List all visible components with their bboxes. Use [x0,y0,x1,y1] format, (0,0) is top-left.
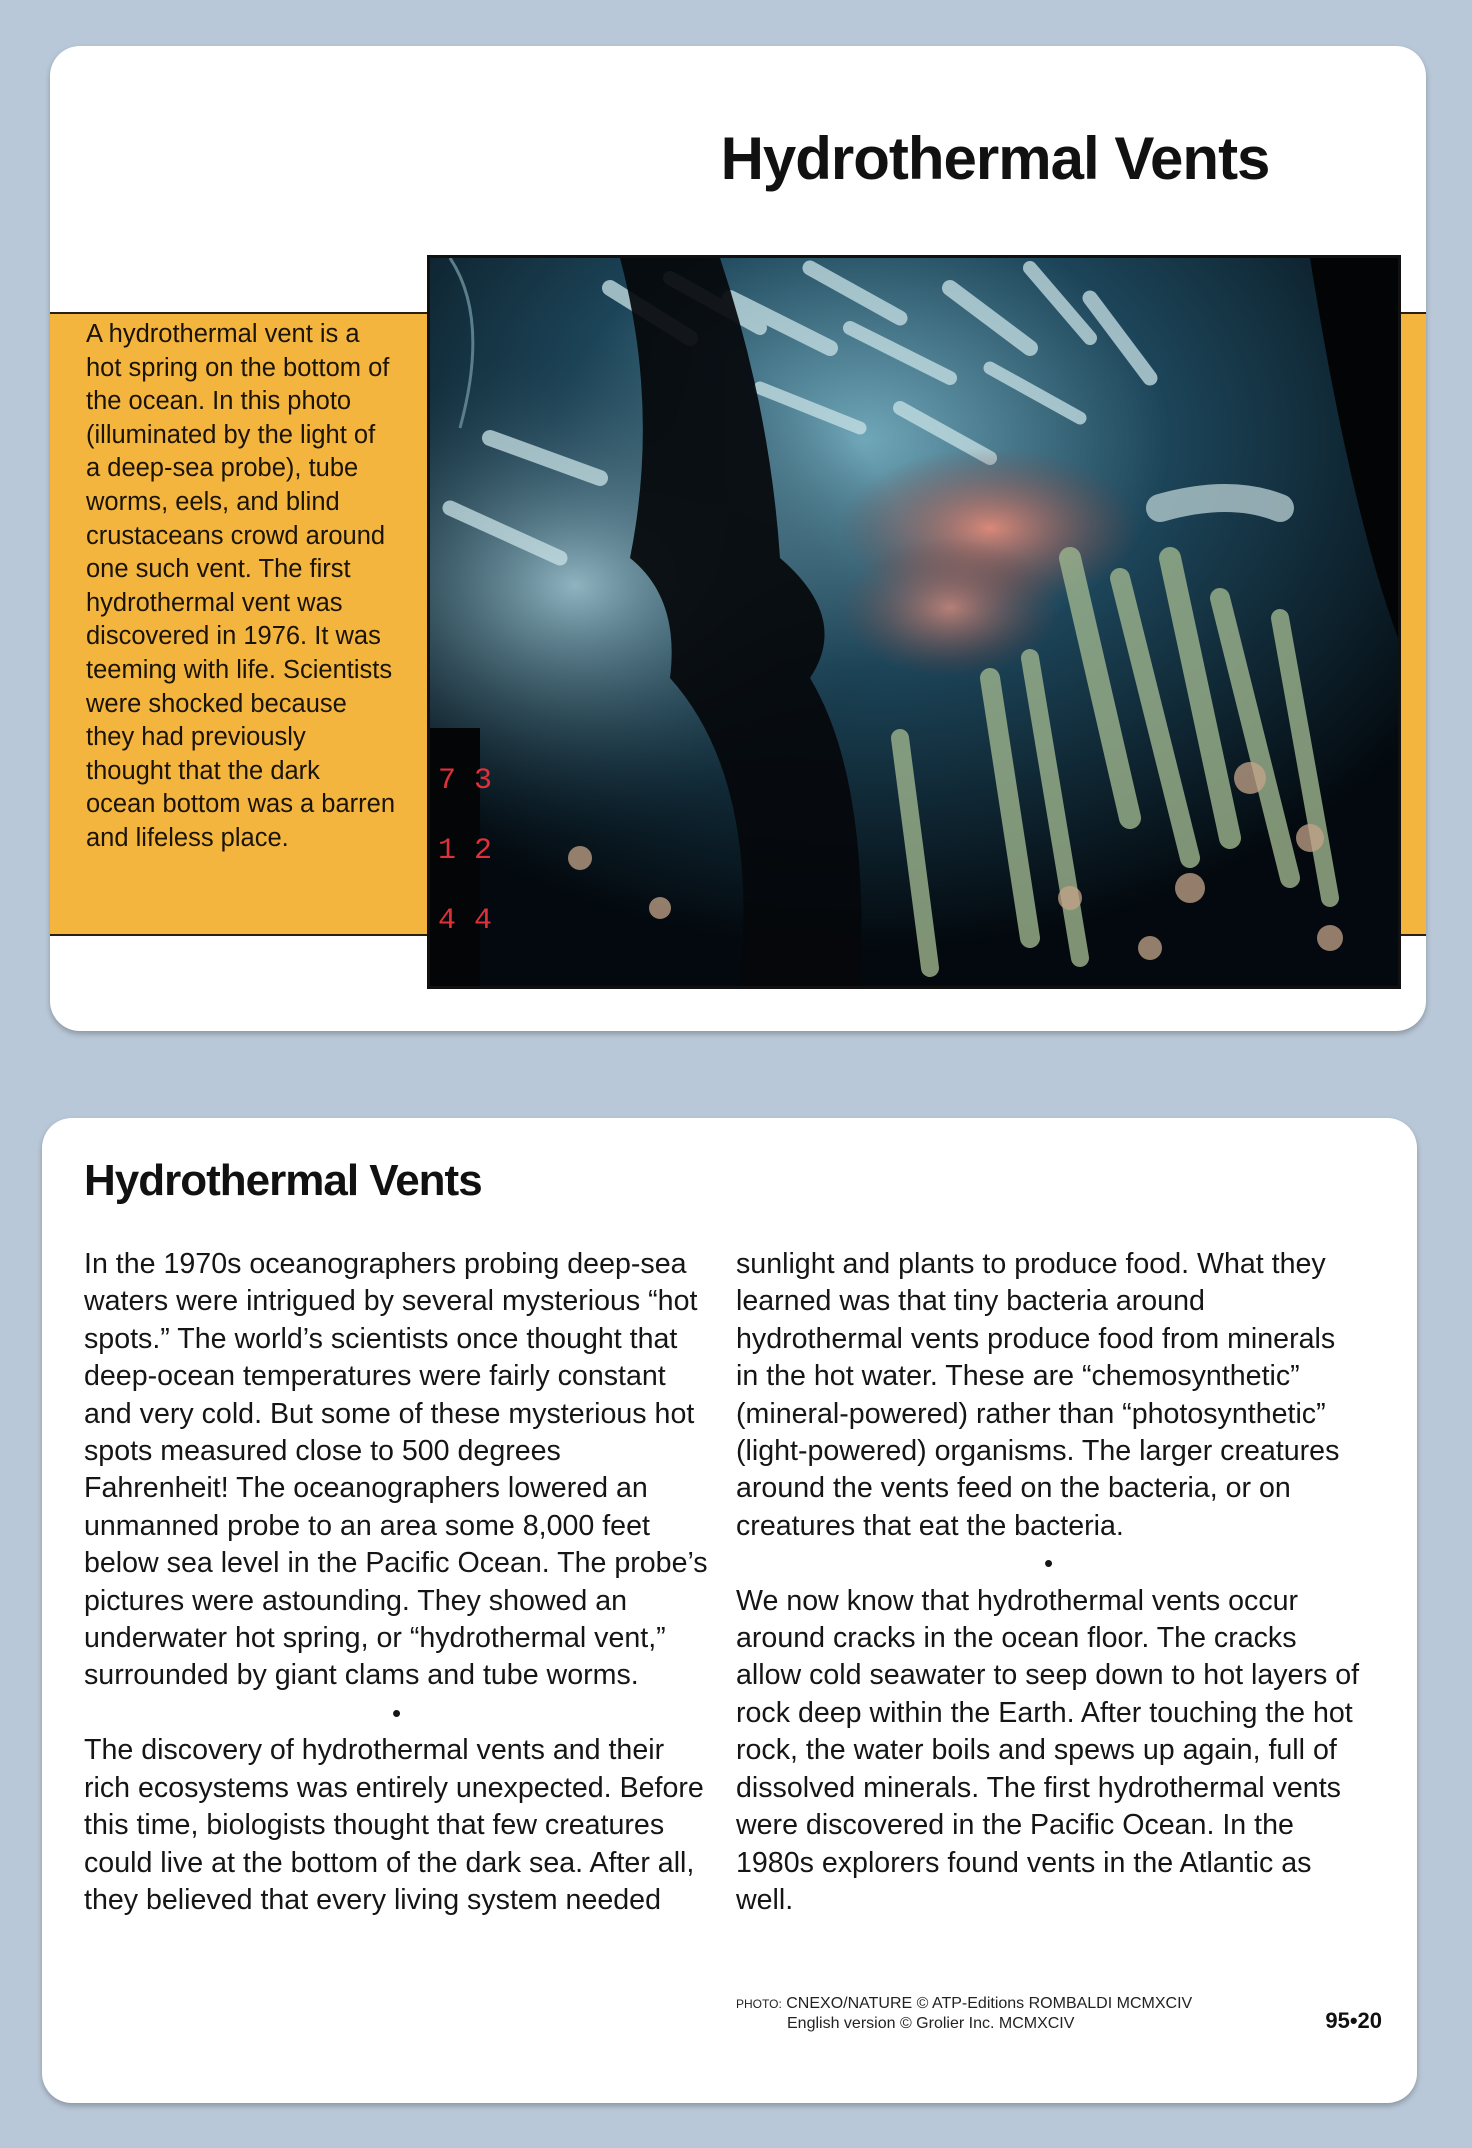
back-title: Hydrothermal Vents [84,1156,482,1205]
credits-line-1: CNEXO/NATURE © ATP-Editions ROMBALDI MCMXCIV [786,1995,1193,2012]
front-caption: A hydrothermal vent is a hot spring on the bottom of the ocean. In this photo (illuminated by the light of a deep-sea probe), tube worms, eels, and blind crustaceans crowd around one such vent. The first hydrothermal vent was discovered in 1976. It was teeming with life. Scientists were shocked because they had previously thought that the dark ocean bottom was a barren and lifeless place. [86,320,396,852]
credits-line-2: English version © Grolier Inc. MCMXCIV [787,2015,1075,2032]
right-column [736,1246,1361,1919]
card-number: 95•20 [1325,2008,1382,2033]
counter-line-3: 4 4 [438,904,493,938]
paragraph: The discovery of hydrothermal vents and their rich ecosystems was entirely unexpected. Before this time, biologists thought that few creatures could live at the bottom of the dark sea. After all, they believed that every living system needed [84,1734,704,1916]
credits-label: PHOTO: [736,1997,782,2011]
vent-photo [427,255,1401,989]
section-bullet: • [391,1697,402,1728]
front-card [50,46,1426,1031]
photo-counter [438,764,492,938]
paragraph: In the 1970s oceanographers probing deep-sea waters were intrigued by several mysterious “hot spots.” The world’s scientists once thought that deep-ocean temperatures were fairly constant and very cold. But some of these mysterious hot spots measured close to 500 degrees Fahrenheit! The oceanographers lowered an unmanned probe to an area some 8,000 feet below sea level in the Pacific Ocean. The probe’s pictures were astounding. They showed an underwater hot spring, or “hydrothermal vent,” surrounded by giant clams and tube worms. [84,1248,708,1692]
left-column [84,1246,709,1919]
section-bullet: • [1043,1548,1054,1579]
photo-credits [736,1994,1206,2034]
front-title: Hydrothermal Vents [720,125,1270,192]
paragraph: We now know that hydrothermal vents occur around cracks in the ocean floor. The cracks allow cold seawater to seep down to hot layers of rock deep within the Earth. After touching the hot rock, the water boils and spews up again, full of dissolved minerals. The first hydrothermal vents were discovered in the Pacific Ocean. In the 1980s explorers found vents in the Atlantic as well. [736,1584,1360,1916]
counter-line-1: 7 3 [438,764,493,798]
counter-line-2: 1 2 [438,834,493,868]
back-card [42,1118,1417,2103]
paragraph: sunlight and plants to produce food. What they learned was that tiny bacteria around hydrothermal vents produce food from minerals in the hot water. These are “chemosynthetic” (mineral-powered) rather than “photosynthetic” (light-powered) organisms. The larger creatures around the vents feed on the bacteria, or on creatures that eat the bacteria. [736,1248,1340,1542]
